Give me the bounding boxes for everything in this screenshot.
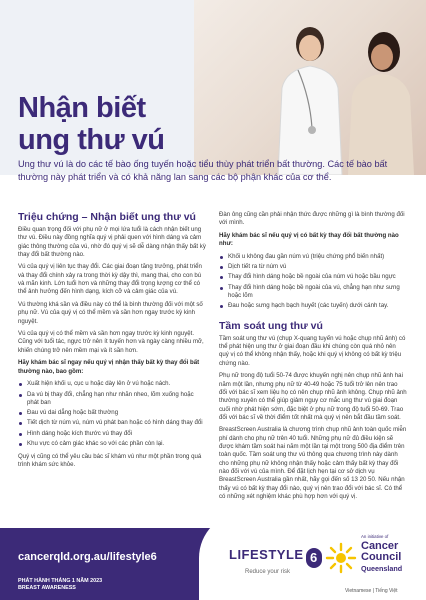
cc-word-council: Council xyxy=(361,551,402,563)
issue-info xyxy=(18,578,102,591)
hero-banner xyxy=(0,0,426,175)
title-line-2: ung thư vú xyxy=(18,124,165,156)
men-symptom-list xyxy=(219,253,407,311)
sun-burst-icon xyxy=(325,542,357,574)
hero-photo xyxy=(194,0,426,175)
doctor-figure-icon xyxy=(272,18,344,175)
issue-date: PHÁT HÀNH THÁNG 1 NĂM 2023 xyxy=(18,578,103,584)
list-item: Khu vực có cảm giác khác so với các phần còn lại. xyxy=(18,440,206,448)
paragraph: Đàn ông cũng cần phải nhận thức được những gì là bình thường đối với mình. xyxy=(219,211,405,227)
lifestyle6-logo xyxy=(229,546,322,575)
lifestyle-wordmark: LIFESTYLE xyxy=(229,547,304,562)
paragraph: Vú của quý vị có thể mềm và sần hơn ngay trước kỳ kinh nguyệt. Cũng với tuổi tác, ngực trở nên ít tuyến hơn và ngày càng nhiều mỡ, khiến chúng trở nên mềm mại và ít sần hơn. xyxy=(18,330,204,354)
paragraph: Vú của quý vị liên tục thay đổi. Các giai đoạn tăng trưởng, phát triển và thay đổi chính xảy ra trong thời kỳ dậy thì, mang thai, cho con bú và mãn kinh. Lớn tuổi hơn và những thay đổi trọng lượng cơ thể có thể ảnh hưởng đến hình dạng, kích cỡ và cảm giác của vú. xyxy=(18,263,202,296)
screening-heading: Tầm soát ung thư vú xyxy=(219,319,323,332)
paragraph: Tầm soát ung thư vú (chụp X-quang tuyến vú hoặc chụp nhũ ảnh) có thể phát hiện ung thư ở giai đoạn đầu khi chúng còn quá nhỏ nên quý vị có thể không nhận thấy, hoặc khi quý vị không có bất kỳ triệu chứng nào. xyxy=(219,334,406,367)
issue-topic: BREAST AWARENESS xyxy=(18,584,76,591)
list-item: Dịch tiết ra từ núm vú xyxy=(219,263,407,271)
list-item: Đau hoặc sưng hạch bạch huyết (các tuyến) dưới cánh tay. xyxy=(219,302,407,310)
list-item: Hình dáng hoặc kích thước vú thay đổi xyxy=(18,430,206,438)
men-see-doctor-callout: Hãy khám bác sĩ nếu quý vị có bất kỳ thay đổi bất thường nào như: xyxy=(219,231,399,248)
paragraph: Phụ nữ trong độ tuổi 50-74 được khuyến nghị nên chụp nhũ ảnh hai năm một lần, nhưng phụ nữ từ 40-49 hoặc 75 tuổi trở lên nên trao đổi với bác sĩ xem liệu họ có nên chụp nhũ ảnh không. Chụp nhũ ảnh thường xuyên có thể giúp giảm nguy cơ mắc ung thư vú giai đoạn cuối nhờ phát hiện sớm, đặc biệt ở phụ nữ trong độ tuổi 50-69. Trao đổi với bác sĩ về thời điểm tốt nhất mà quý vị nên bắt đầu tầm soát. xyxy=(219,372,407,421)
paragraph: Điều quan trọng đối với phụ nữ ở mọi lứa tuổi là cách nhận biết ung thư vú. Điều này đồng nghĩa quý vị phải quen với hình dáng và cảm giác thông thường của vú, nhờ đó quý vị sẽ dễ dàng nhận thấy bất kỳ thay đổi bất thường nào. xyxy=(18,226,206,258)
right-column xyxy=(219,211,407,505)
cc-initiative-label: An initiative of xyxy=(361,534,389,539)
title-line-1: Nhận biết xyxy=(18,92,146,124)
patient-figure-icon xyxy=(344,30,414,175)
paragraph: Quý vị cũng có thể yêu cầu bác sĩ khám vú như một phần trong quá trình khám sức khỏe. xyxy=(18,452,202,468)
list-item: Thay đổi hình dáng hoặc bề ngoài của vú, chẳng hạn như sưng hoặc lõm xyxy=(219,284,407,301)
list-item: Da vú bị thay đổi, chẳng hạn như nhăn nheo, lõm xuống hoặc phát ban xyxy=(18,391,206,408)
logo-panel xyxy=(199,512,426,600)
language-label: Vietnamese | Tiếng Việt xyxy=(345,588,398,594)
list-item: Tiết dịch từ núm vú, núm vú phát ban hoặc có hình dáng thay đổi xyxy=(18,419,206,427)
list-item: Khối u không đau gần núm vú (triệu chứng phổ biến nhất) xyxy=(219,253,407,261)
list-item: Xuất hiện khối u, cục u hoặc dày lên ở vú hoặc nách. xyxy=(18,380,206,388)
page-title xyxy=(18,92,164,156)
symptom-list xyxy=(18,380,206,448)
lifestyle-six-badge: 6 xyxy=(306,548,322,568)
lifestyle-tagline: Reduce your risk xyxy=(245,569,291,575)
paragraph: BreastScreen Australia là chương trình chụp nhũ ảnh toàn quốc miễn phí dành cho phụ nữ trên 40 tuổi. Những phụ nữ đủ điều kiện sẽ được khám tầm soát hai năm một lần tại một trong 500 địa điểm trên toàn quốc. Tầm soát ung thư vú thông qua chương trình này dành cho những phụ nữ không nhận thấy hoặc cảm thấy bất kỳ thay đổi nào đối với vú của mình. Để đặt lịch hẹn tại cơ sở dịch vụ BreastScreen Australia gần nhất, hãy gọi đến số 13 20 50. Nếu nhận thấy vú có bất kỳ thay đổi nào, quý vị nên trao đổi với bác sĩ. Có thể có những xét nghiệm khác phù hợp hơn với quý vị. xyxy=(219,426,407,500)
symptoms-heading: Triệu chứng – Nhận biết ung thư vú xyxy=(18,211,196,223)
cc-word-queensland: Queensland xyxy=(361,564,403,573)
paragraph: Vú thường khá sần và điều này có thể là bình thường đối với một số phụ nữ. Vú của quý vị có thể mềm và sần hơn ngay trước kỳ kinh nguyệt. xyxy=(18,300,203,325)
list-item: Đau vú dai dẳng hoặc bất thường xyxy=(18,409,206,417)
website-link[interactable]: cancerqld.org.au/lifestyle6 xyxy=(18,551,157,563)
intro-paragraph: Ung thư vú là do các tế bào ống tuyến hoặc tiểu thùy phát triển bất thường. Các tế bào bất thường này phát triển và có khả năng lan sang các bộ phận khác của cơ thể. xyxy=(18,159,388,182)
see-doctor-callout: Hãy khám bác sĩ ngay nếu quý vị nhận thấy bất kỳ thay đổi bất thường nào, bao gồm: xyxy=(18,359,200,375)
left-column xyxy=(18,211,206,474)
cc-word-cancer: Cancer xyxy=(361,540,399,552)
list-item: Thay đổi hình dáng hoặc bề ngoài của núm vú hoặc bầu ngực xyxy=(219,273,407,281)
